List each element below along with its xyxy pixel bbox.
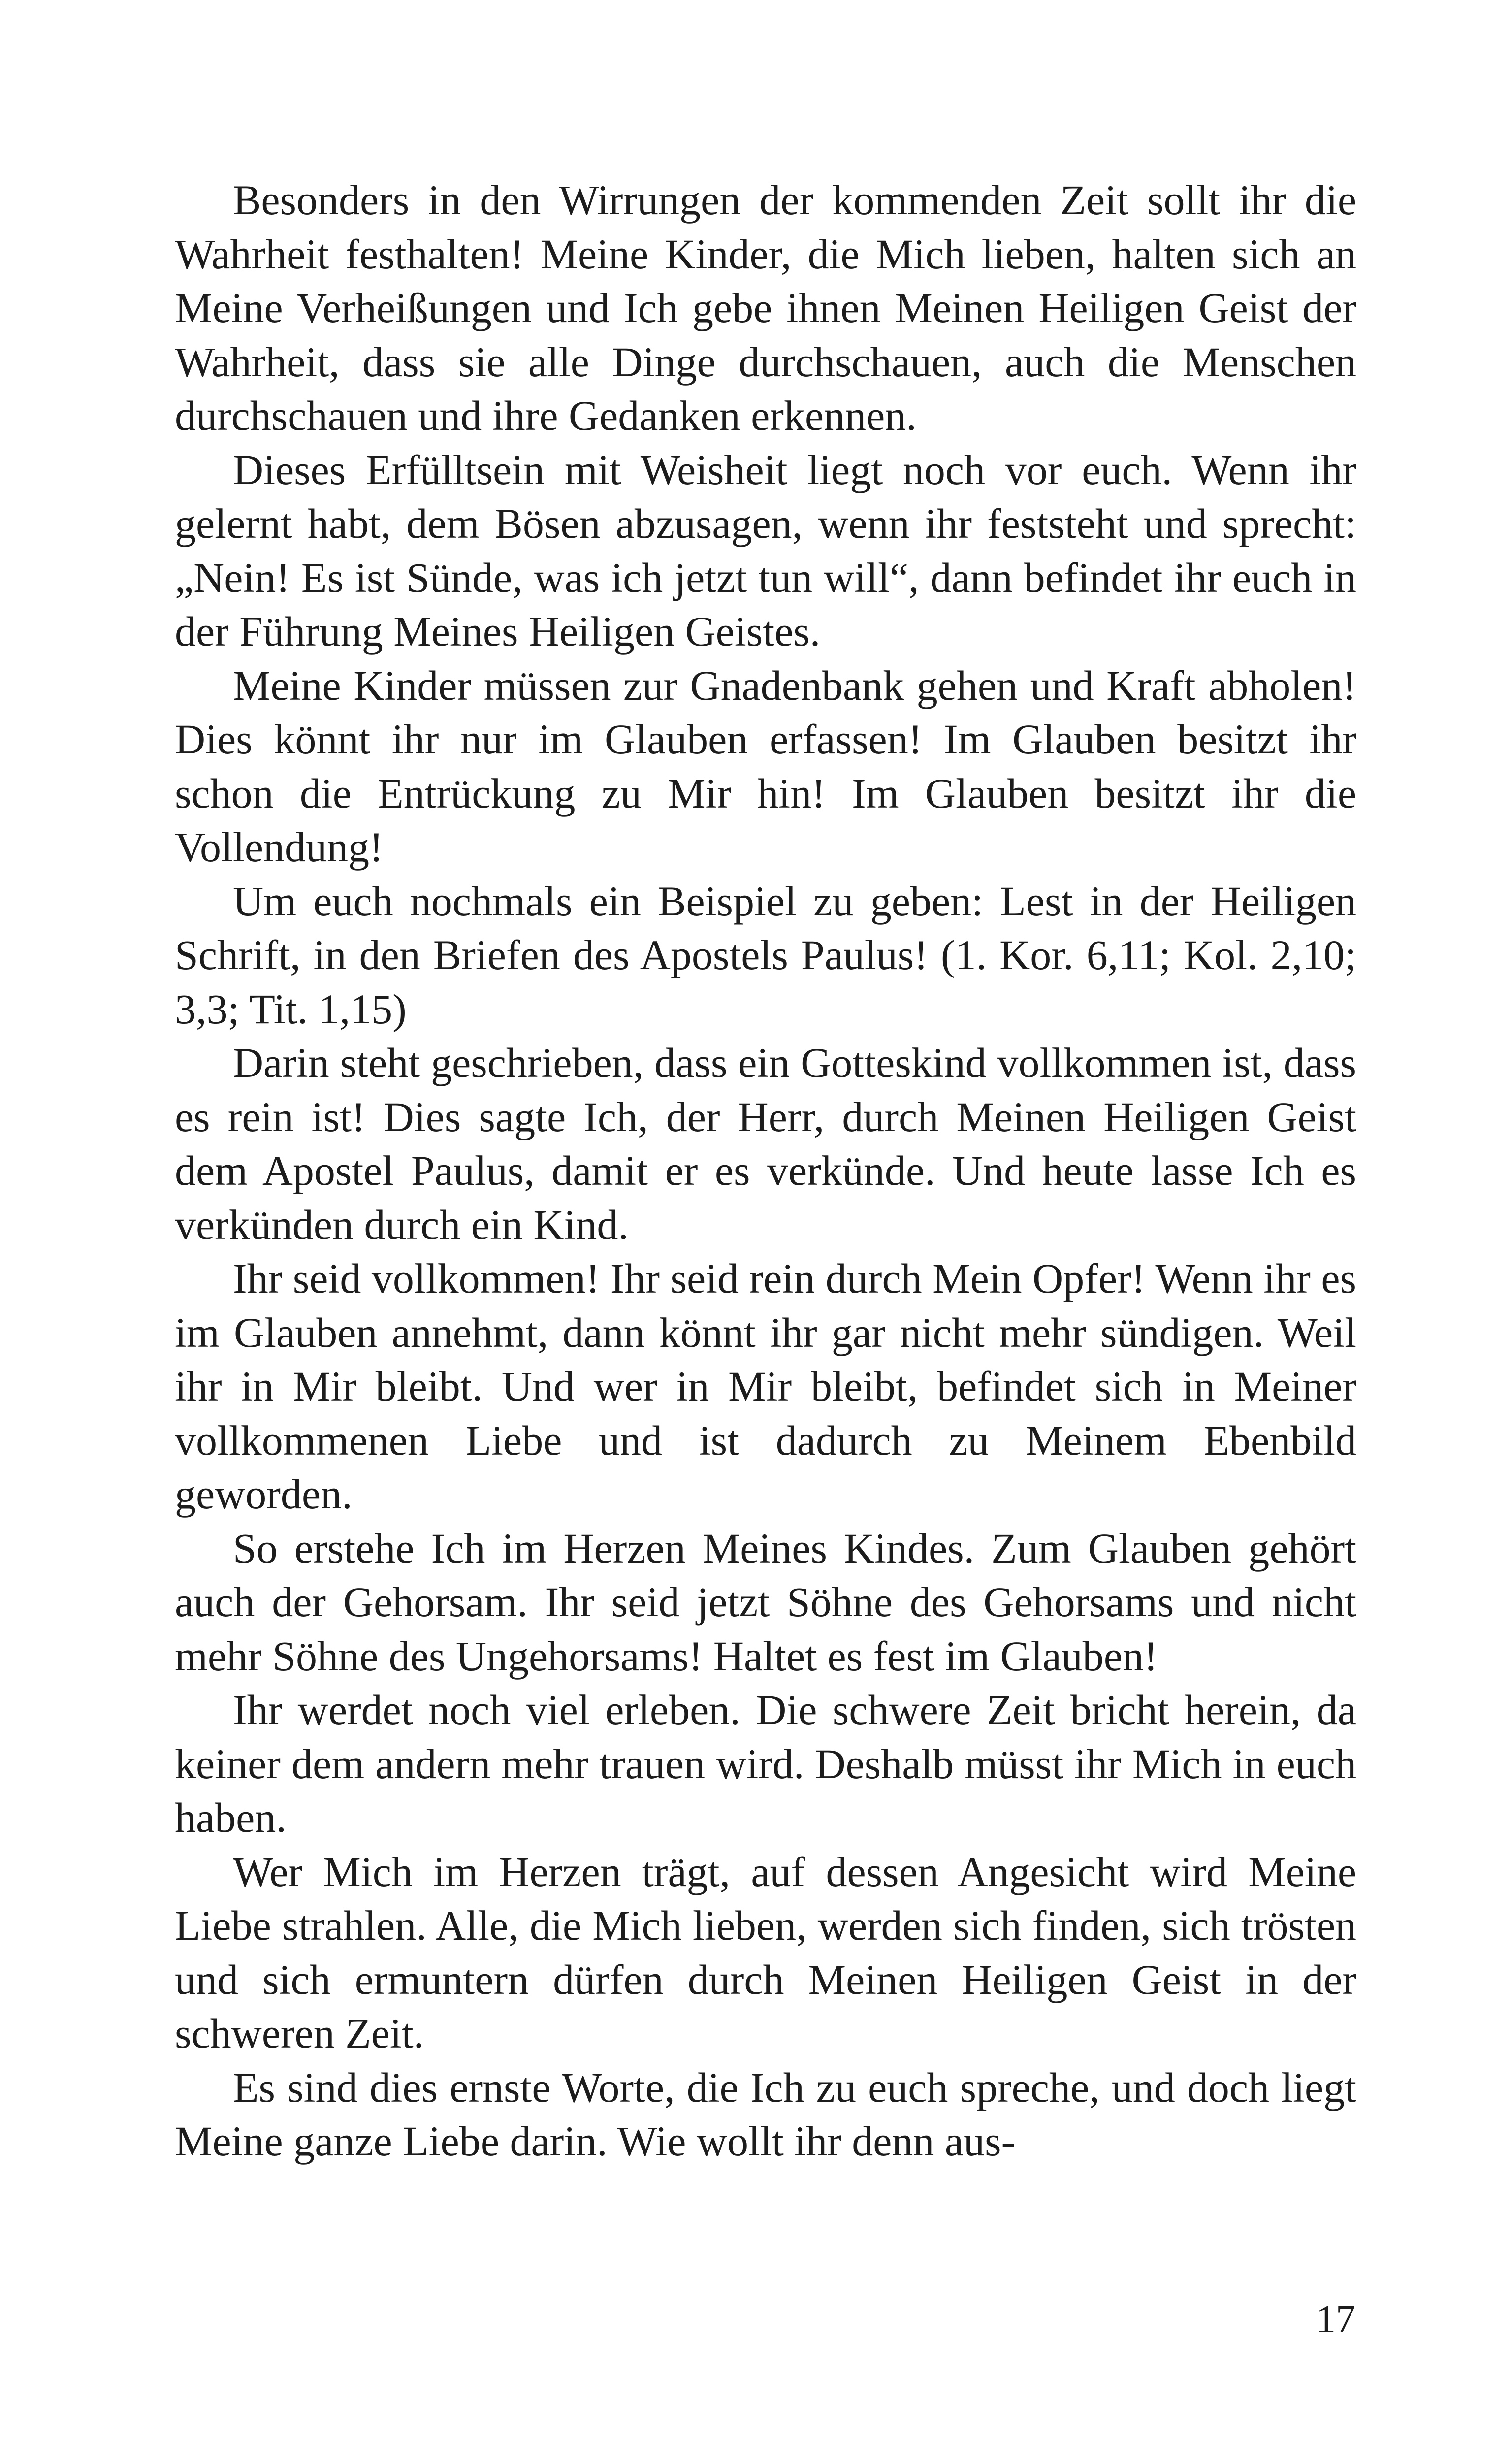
body-text	[175, 173, 1356, 2169]
page-number: 17	[1316, 2298, 1355, 2341]
paragraph-9: Wer Mich im Herzen trägt, auf dessen Angesicht wird Meine Liebe strahlen. Alle, die Mich lieben, werden sich finden, sich trösten und sich ermuntern dürfen durch Meinen Heiligen Geist in der schweren Zeit.	[175, 1848, 1356, 2057]
paragraph-4: Um euch nochmals ein Beispiel zu geben: Lest in der Heiligen Schrift, in den Briefen des Apostels Paulus! (1. Kor. 6,11; Kol. 2,10; 3,3; Tit. 1,15)	[175, 877, 1356, 1033]
paragraph-8: Ihr werdet noch viel erleben. Die schwere Zeit bricht herein, da keiner dem andern mehr trauen wird. Deshalb müsst ihr Mich in euch haben.	[175, 1686, 1356, 1841]
paragraph-2: Dieses Erfülltsein mit Weisheit liegt noch vor euch. Wenn ihr gelernt habt, dem Bösen abzusagen, wenn ihr feststeht und sprecht: „Nein! Es ist Sünde, was ich jetzt tun will“, dann befindet ihr euch in der Führung Meines Heiligen Geistes.	[175, 446, 1356, 655]
paragraph-10: Es sind dies ernste Worte, die Ich zu euch spreche, und doch liegt Meine ganze Liebe darin. Wie wollt ihr denn aus-	[175, 2063, 1356, 2165]
paragraph-5: Darin steht geschrieben, dass ein Gotteskind vollkommen ist, dass es rein ist! Dies sagte Ich, der Herr, durch Meinen Heiligen Geist dem Apostel Paulus, damit er es verkünde. Und heute lasse Ich es verkünden durch ein Kind.	[175, 1039, 1356, 1248]
paragraph-3: Meine Kinder müssen zur Gnadenbank gehen und Kraft abholen! Dies könnt ihr nur im Glauben erfassen! Im Glauben besitzt ihr schon die Entrückung zu Mir hin! Im Glauben besitzt ihr die Vollendung!	[175, 661, 1356, 871]
paragraph-6: Ihr seid vollkommen! Ihr seid rein durch Mein Opfer! Wenn ihr es im Glauben annehmt, dann könnt ihr gar nicht mehr sündigen. Weil ihr in Mir bleibt. Und wer in Mir bleibt, befindet sich in Meiner vollkommenen Liebe und ist dadurch zu Meinem Ebenbild geworden.	[175, 1255, 1356, 1518]
paragraph-1: Besonders in den Wirrungen der kommenden Zeit sollt ihr die Wahrheit festhalten! Meine Kinder, die Mich lieben, halten sich an Meine Verheißungen und Ich gebe ihnen Meinen Heiligen Geist der Wahrheit, dass sie alle Dinge durchschauen, auch die Menschen durchschauen und ihre Gedanken erkennen.	[175, 176, 1356, 439]
paragraph-7: So erstehe Ich im Herzen Meines Kindes. Zum Glauben gehört auch der Gehorsam. Ihr seid jetzt Söhne des Gehorsams und nicht mehr Söhne des Ungehorsams! Haltet es fest im Glauben!	[175, 1524, 1356, 1680]
